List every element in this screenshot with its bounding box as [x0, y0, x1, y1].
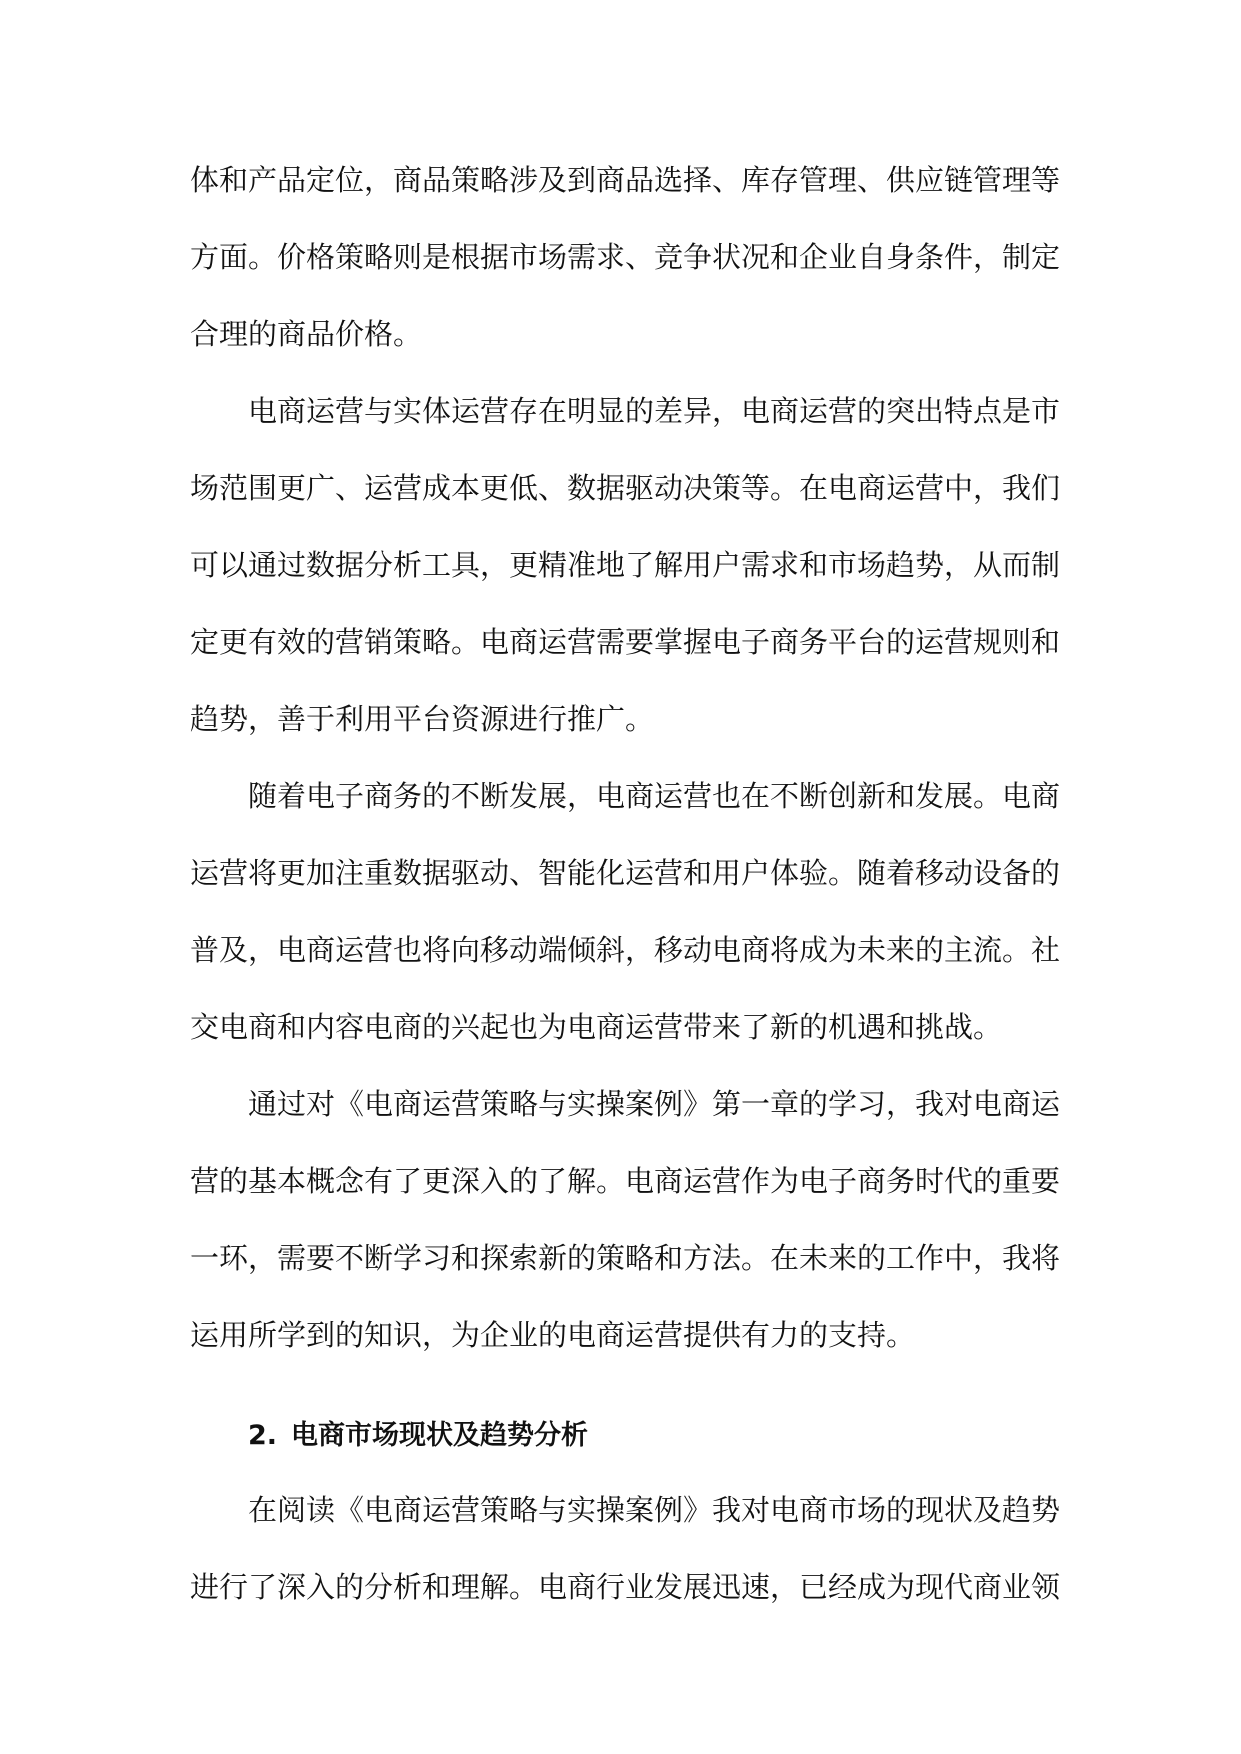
text-line: 进行了深入的分析和理解。电商行业发展迅速，已经成为现代商业领 — [190, 1570, 1061, 1604]
text-line: 随着电子商务的不断发展，电商运营也在不断创新和发展。电商 — [248, 779, 1061, 813]
page-content — [190, 142, 1061, 1626]
text-line: 方面。价格策略则是根据市场需求、竞争状况和企业自身条件，制定 — [190, 240, 1061, 274]
text-line: 通过对《电商运营策略与实操案例》第一章的学习，我对电商运 — [248, 1087, 1061, 1121]
text-line: 在阅读《电商运营策略与实操案例》我对电商市场的现状及趋势 — [248, 1493, 1061, 1527]
paragraph-differences — [190, 373, 1061, 758]
paragraph-development — [190, 758, 1061, 1066]
text-line: 场范围更广、运营成本更低、数据驱动决策等。在电商运营中，我们 — [190, 471, 1061, 505]
text-line: 运营将更加注重数据驱动、智能化运营和用户体验。随着移动设备的 — [190, 856, 1061, 890]
text-line: 体和产品定位，商品策略涉及到商品选择、库存管理、供应链管理等 — [190, 163, 1061, 197]
text-line: 定更有效的营销策略。电商运营需要掌握电子商务平台的运营规则和 — [190, 625, 1061, 659]
paragraph-conclusion — [190, 1066, 1061, 1374]
text-line: 可以通过数据分析工具，更精准地了解用户需求和市场趋势，从而制 — [190, 548, 1061, 582]
text-line: 交电商和内容电商的兴起也为电商运营带来了新的机遇和挑战。 — [190, 1010, 1003, 1044]
paragraph-market-analysis — [190, 1472, 1061, 1626]
text-line: 一环，需要不断学习和探索新的策略和方法。在未来的工作中，我将 — [190, 1241, 1061, 1275]
text-line: 普及，电商运营也将向移动端倾斜，移动电商将成为未来的主流。社 — [190, 933, 1061, 967]
section-title: 电商市场现状及趋势分析 — [291, 1420, 589, 1451]
text-line: 电商运营与实体运营存在明显的差异，电商运营的突出特点是市 — [248, 394, 1061, 428]
section-heading — [190, 1400, 1056, 1472]
paragraph-strategy — [190, 142, 1061, 373]
text-line: 合理的商品价格。 — [190, 317, 423, 351]
section-number: 2. — [248, 1420, 278, 1451]
text-line: 趋势，善于利用平台资源进行推广。 — [190, 702, 655, 736]
text-line: 运用所学到的知识，为企业的电商运营提供有力的支持。 — [190, 1318, 916, 1352]
text-line: 营的基本概念有了更深入的了解。电商运营作为电子商务时代的重要 — [190, 1164, 1061, 1198]
